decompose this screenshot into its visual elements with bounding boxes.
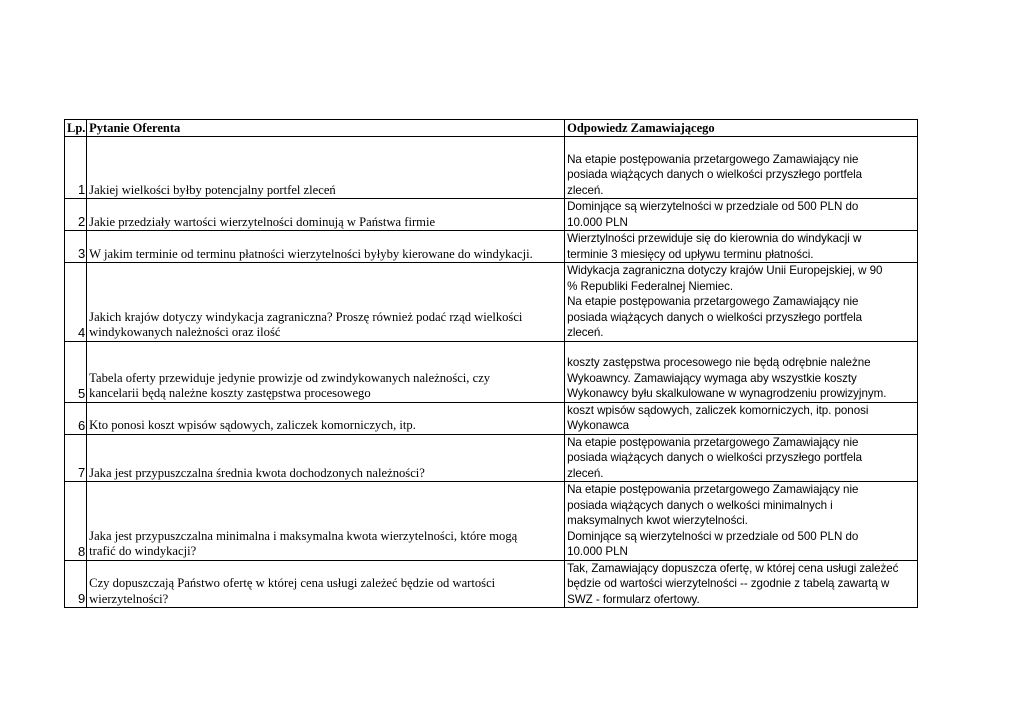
table-row xyxy=(65,263,918,342)
answer-cell: Wierztylności przewiduje się do kierownia do windykacji w terminie 3 miesięcy od upływu terminu płatności. xyxy=(565,231,918,263)
row-number: 9 xyxy=(65,560,87,608)
table-row xyxy=(65,434,918,482)
question-cell: Kto ponosi koszt wpisów sądowych, zaliczek komorniczych, itp. xyxy=(87,402,565,434)
question-cell: Jaka jest przypuszczalna średnia kwota dochodzonych należności? xyxy=(87,434,565,482)
answer-cell: koszty zastępstwa procesowego nie będą odrębnie należne Wykoawncy. Zamawiający wymaga aby wszystkie koszty Wykonawcy byłu skalkulowane w wynagrodzeniu prowizyjnym. xyxy=(565,341,918,402)
table-row xyxy=(65,137,918,199)
row-number: 3 xyxy=(65,231,87,263)
table-row xyxy=(65,482,918,561)
row-number: 1 xyxy=(65,137,87,199)
header-lp: Lp. xyxy=(65,120,87,137)
question-cell: Czy dopuszczają Państwo ofertę w której cena usługi zależeć będzie od wartości wierzytelności? xyxy=(87,560,565,608)
question-cell: Jakich krajów dotyczy windykacja zagraniczna? Proszę również podać rząd wielkości windykowanych należności oraz ilość xyxy=(87,263,565,342)
row-number: 6 xyxy=(65,402,87,434)
table-row xyxy=(65,199,918,231)
row-number: 7 xyxy=(65,434,87,482)
question-cell: Tabela oferty przewiduje jedynie prowizje od zwindykowanych należności, czy kancelarii będą należne koszty zastępstwa procesowego xyxy=(87,341,565,402)
answer-cell: Na etapie postępowania przetargowego Zamawiający nie posiada wiążących danych o wielkości przyszłego portfela zleceń. xyxy=(565,137,918,199)
question-cell: Jakiej wielkości byłby potencjalny portfel zleceń xyxy=(87,137,565,199)
question-cell: Jaka jest przypuszczalna minimalna i maksymalna kwota wierzytelności, które mogą trafić do windykacji? xyxy=(87,482,565,561)
answer-cell: Na etapie postępowania przetargowego Zamawiający nie posiada wiążących danych o welkości minimalnych i maksymalnych kwot wierzytelności. Dominjące są wierzytelności w przedziale od 500 PLN do 10.000 PLN xyxy=(565,482,918,561)
questions-answers-table xyxy=(64,119,918,608)
answer-cell: koszt wpisów sądowych, zaliczek komorniczych, itp. ponosi Wykonawca xyxy=(565,402,918,434)
row-number: 2 xyxy=(65,199,87,231)
answer-cell: Na etapie postępowania przetargowego Zamawiający nie posiada wiążących danych o wielkości przyszłego portfela zleceń. xyxy=(565,434,918,482)
question-cell: Jakie przedziały wartości wierzytelności dominują w Państwa firmie xyxy=(87,199,565,231)
table-row xyxy=(65,231,918,263)
answer-cell: Widykacja zagraniczna dotyczy krajów Unii Europejskiej, w 90 % Republiki Federalnej Niemiec. Na etapie postępowania przetargowego Zamawiający nie posiada wiążących danych o wielkości przyszłego portfela zleceń. xyxy=(565,263,918,342)
table-header-row xyxy=(65,120,918,137)
answer-cell: Tak, Zamawiający dopuszcza ofertę, w której cena usługi zależeć będzie od wartości wierzytelności -- zgodnie z tabelą zawartą w SWZ - formularz ofertowy. xyxy=(565,560,918,608)
table-row xyxy=(65,560,918,608)
question-cell: W jakim terminie od terminu płatności wierzytelności byłyby kierowane do windykacji. xyxy=(87,231,565,263)
header-question: Pytanie Oferenta xyxy=(87,120,565,137)
answer-cell: Dominjące są wierzytelności w przedziale od 500 PLN do 10.000 PLN xyxy=(565,199,918,231)
table-row xyxy=(65,341,918,402)
row-number: 8 xyxy=(65,482,87,561)
header-answer: Odpowiedz Zamawiającego xyxy=(565,120,918,137)
row-number: 4 xyxy=(65,263,87,342)
table-row xyxy=(65,402,918,434)
row-number: 5 xyxy=(65,341,87,402)
